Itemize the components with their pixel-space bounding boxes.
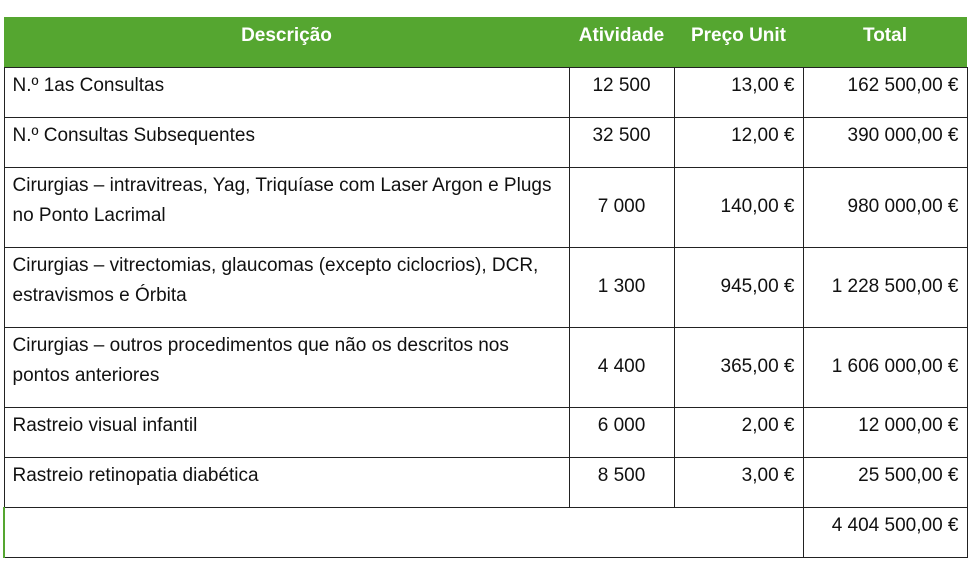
row-total: 980 000,00 € [803,167,967,247]
row-description: Cirurgias – outros procedimentos que não os descritos nos pontos anteriores [4,327,569,407]
row-total: 390 000,00 € [803,117,967,167]
row-total: 1 228 500,00 € [803,247,967,327]
table-row [4,457,967,507]
header-atividade: Atividade [569,17,674,67]
row-preco: 2,00 € [674,407,803,457]
row-total: 25 500,00 € [803,457,967,507]
row-preco: 3,00 € [674,457,803,507]
row-atividade: 6 000 [569,407,674,457]
row-description: Cirurgias – vitrectomias, glaucomas (excepto ciclocrios), DCR, estravismos e Órbita [4,247,569,327]
table-row [4,117,967,167]
row-total: 12 000,00 € [803,407,967,457]
table-row [4,67,967,117]
row-description: N.º Consultas Subsequentes [4,117,569,167]
row-preco: 945,00 € [674,247,803,327]
row-atividade: 4 400 [569,327,674,407]
row-preco: 365,00 € [674,327,803,407]
row-total: 162 500,00 € [803,67,967,117]
table-row [4,247,967,327]
header-preco-unit: Preço Unit [674,17,803,67]
row-description: Cirurgias – intravitreas, Yag, Triquíase com Laser Argon e Plugs no Ponto Lacrimal [4,167,569,247]
row-description: N.º 1as Consultas [4,67,569,117]
row-atividade: 32 500 [569,117,674,167]
header-descricao: Descrição [4,17,569,67]
row-description: Rastreio visual infantil [4,407,569,457]
row-atividade: 12 500 [569,67,674,117]
row-preco: 13,00 € [674,67,803,117]
activity-price-table [3,17,968,558]
grand-total-spacer [4,507,803,557]
grand-total-row [4,507,967,557]
table-header-row [4,17,967,67]
table-row [4,167,967,247]
row-preco: 140,00 € [674,167,803,247]
row-atividade: 8 500 [569,457,674,507]
row-description: Rastreio retinopatia diabética [4,457,569,507]
row-preco: 12,00 € [674,117,803,167]
grand-total-value: 4 404 500,00 € [803,507,967,557]
table-row [4,327,967,407]
row-atividade: 1 300 [569,247,674,327]
row-atividade: 7 000 [569,167,674,247]
table-row [4,407,967,457]
row-total: 1 606 000,00 € [803,327,967,407]
header-total: Total [803,17,967,67]
